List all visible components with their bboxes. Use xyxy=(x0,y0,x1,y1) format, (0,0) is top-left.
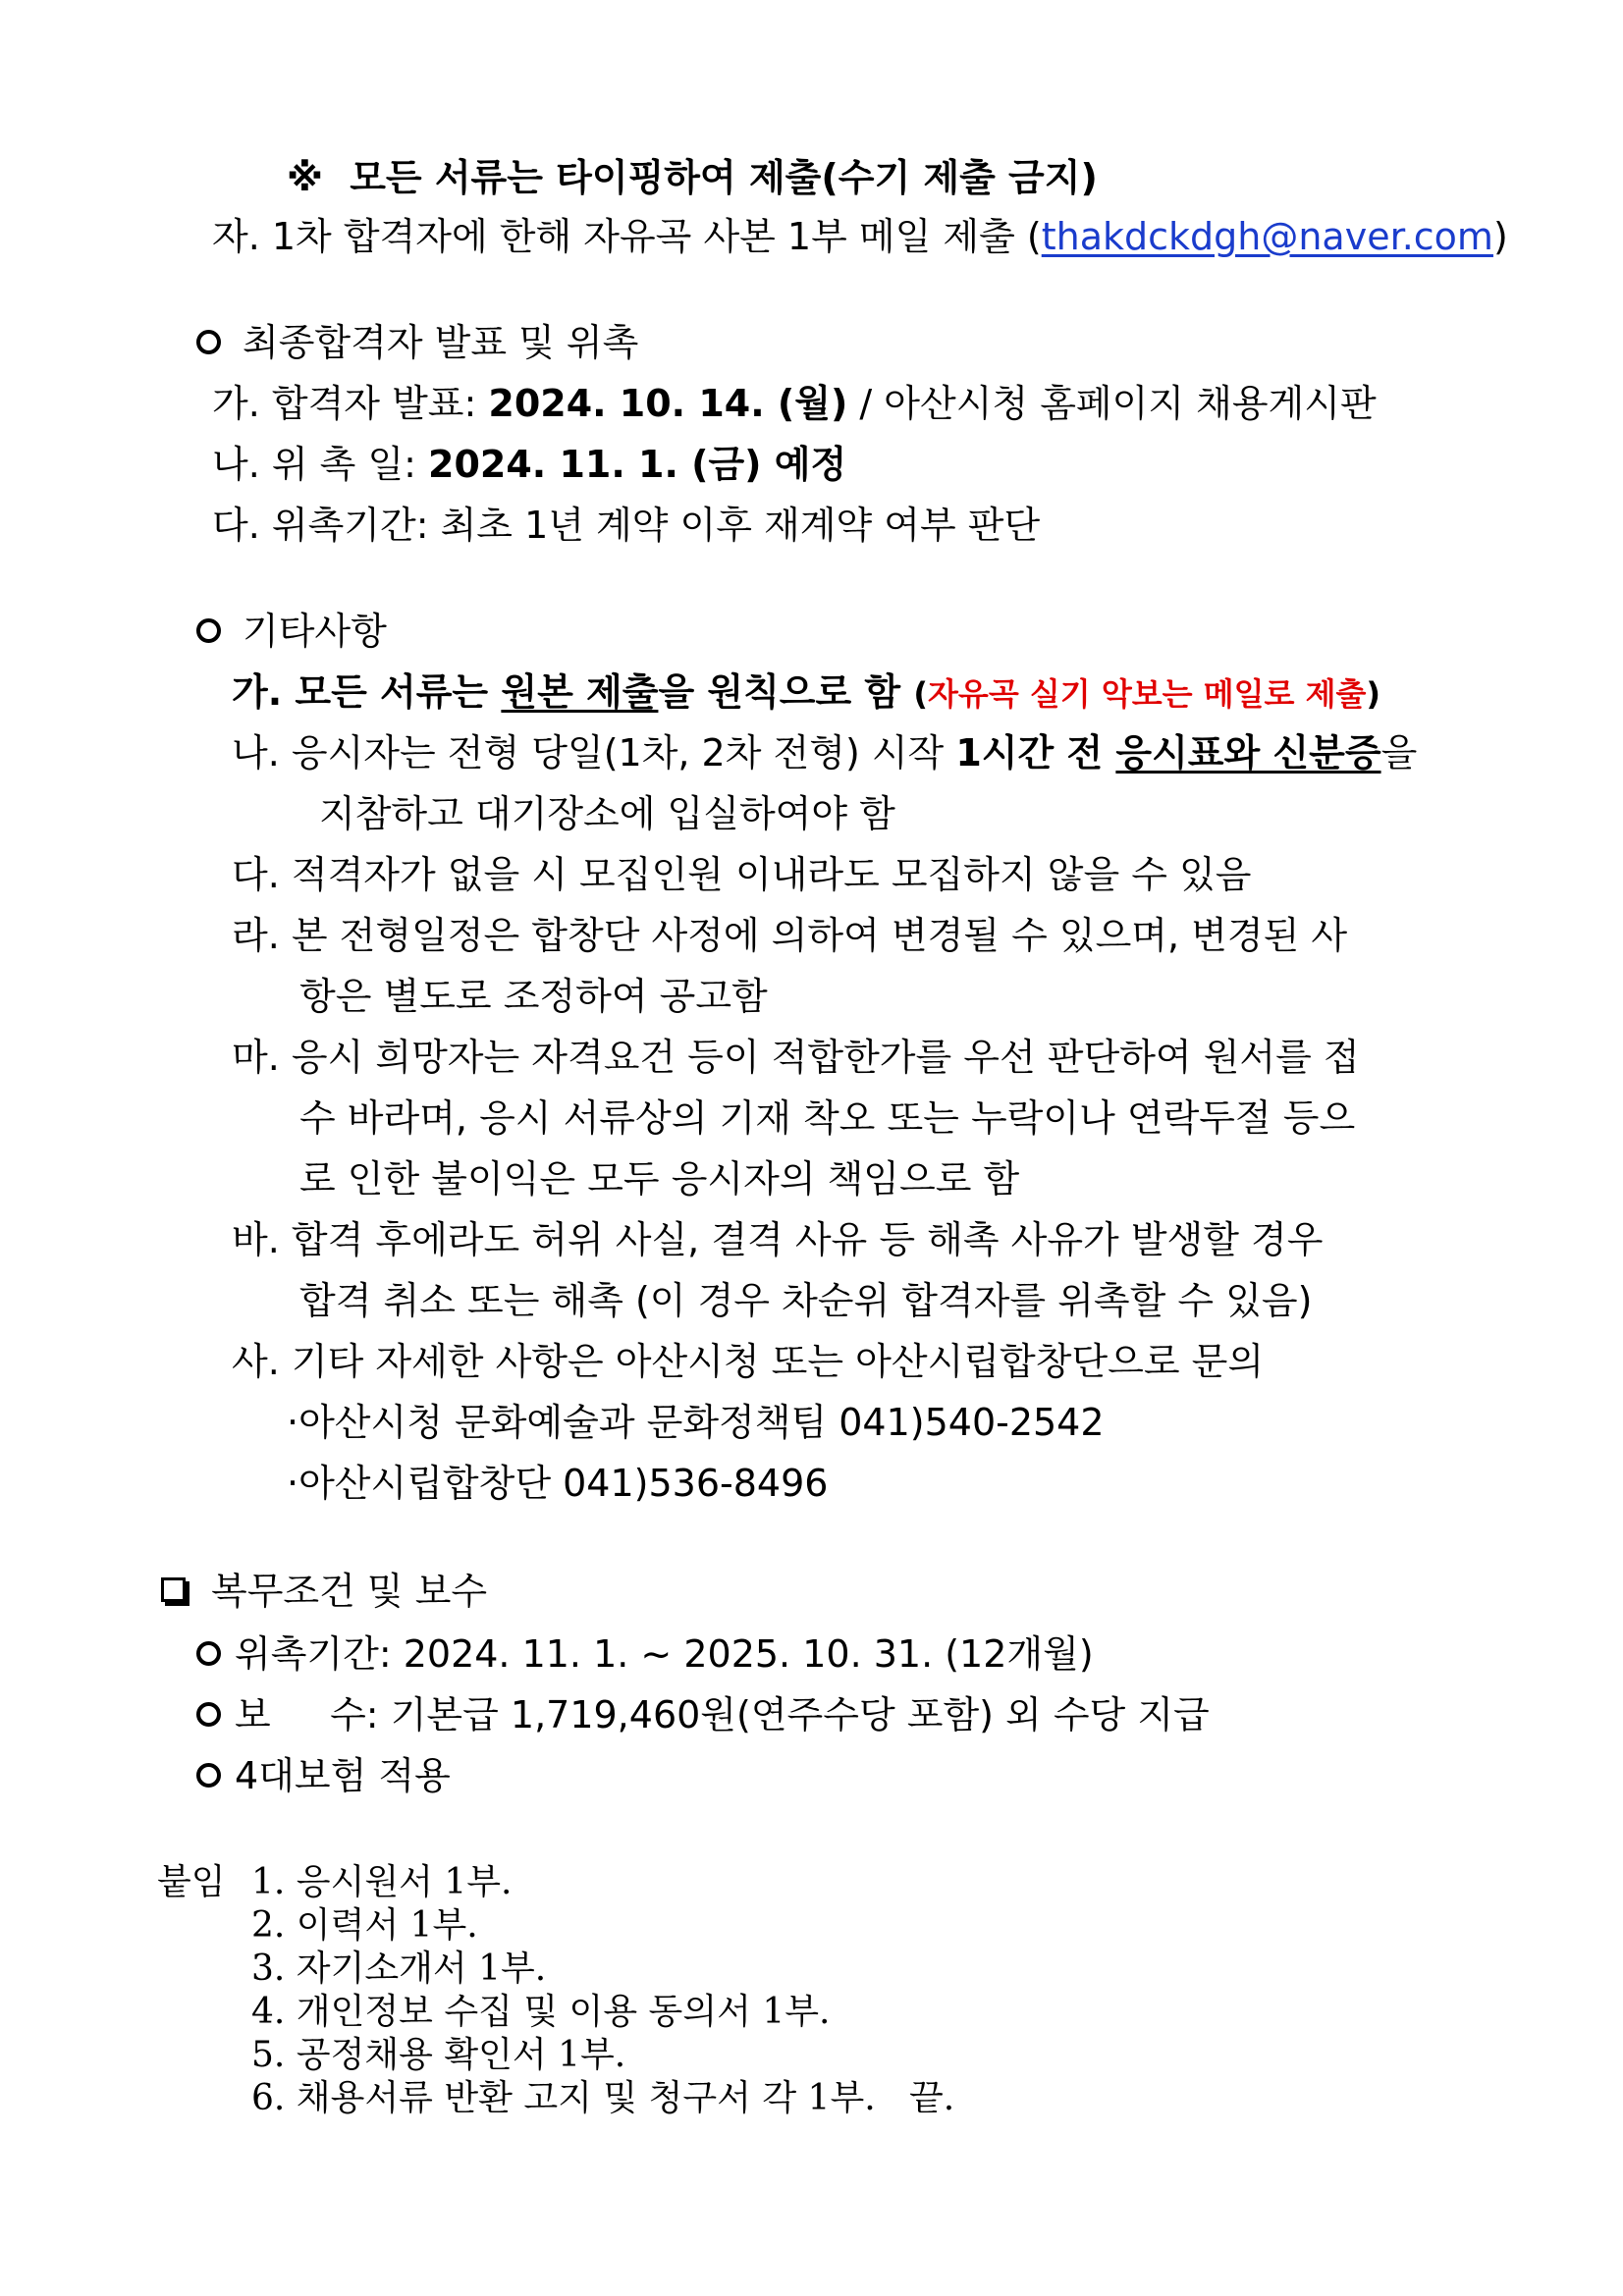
etc-ga-paren-open: ( xyxy=(913,675,928,713)
final-item-ga xyxy=(212,379,1377,428)
contact-city-hall: ·아산시청 문화예술과 문화정책팀 041)540-2542 xyxy=(287,1401,1105,1444)
circle-bullet-icon xyxy=(196,1641,221,1666)
final-na-label: 나. 위 촉 일: xyxy=(212,443,429,486)
etc-ga-red-note: 자유곡 실기 악보는 메일로 제출 xyxy=(928,675,1367,713)
etc-item-ga xyxy=(232,667,1380,719)
attachment-item: 5. 공정채용 확인서 1부. xyxy=(251,2035,626,2075)
etc-ba-line2: 합격 취소 또는 해촉 (이 경우 차순위 합격자를 위촉할 수 있음) xyxy=(299,1279,1313,1322)
etc-na-b: 1시간 전 xyxy=(955,731,1116,774)
contact-choir: ·아산시립합창단 041)536-8496 xyxy=(287,1462,829,1505)
etc-ma-line3: 로 인한 불이익은 모두 응시자의 책임으로 함 xyxy=(299,1157,1020,1201)
etc-na-a: 나. 응시자는 전형 당일(1차, 2차 전형) 시작 xyxy=(232,731,956,774)
etc-ga-b: 을 원칙으로 함 xyxy=(658,670,914,714)
final-item-da: 다. 위촉기간: 최초 1년 계약 이후 재계약 여부 판단 xyxy=(212,504,1041,547)
etc-item-na xyxy=(232,728,1417,777)
circle-bullet-icon xyxy=(196,618,221,643)
etc-na-line2: 지참하고 대기장소에 입실하여야 함 xyxy=(319,792,895,835)
item-ja-text: 자. 1차 합격자에 한해 자유곡 사본 1부 메일 제출 ( xyxy=(212,215,1042,258)
item-ja xyxy=(212,212,1508,261)
etc-ma-line2: 수 바라며, 응시 서류상의 기재 착오 또는 누락이나 연락두절 등으 xyxy=(299,1096,1356,1140)
item-ja-suffix: ) xyxy=(1492,215,1508,258)
appoint-date: 2024. 11. 1. (금) 예정 xyxy=(428,443,847,486)
final-item-na xyxy=(212,440,846,489)
etc-na-underline: 응시표와 신분증 xyxy=(1115,731,1381,774)
service-pay-text: 보 수: 기본급 1,719,460원(연주수당 포함) 외 수당 지급 xyxy=(235,1693,1210,1736)
etc-item-ra: 라. 본 전형일정은 합창단 사정에 의하여 변경될 수 있으며, 변경된 사 xyxy=(232,914,1348,957)
etc-heading xyxy=(196,607,387,656)
etc-ga-paren-close: ) xyxy=(1366,675,1381,713)
attachment-item: 1. 응시원서 1부. xyxy=(251,1862,513,1902)
service-period xyxy=(196,1629,1094,1679)
etc-na-c: 을 xyxy=(1380,731,1418,774)
square-bullet-icon xyxy=(161,1577,186,1602)
etc-heading-text: 기타사항 xyxy=(243,610,387,653)
service-heading xyxy=(161,1567,487,1616)
notice-text: 모든 서류는 타이핑하여 제출(수기 제출 금지) xyxy=(350,156,1098,199)
attachment-item: 6. 채용서류 반환 고지 및 청구서 각 1부. 끝. xyxy=(251,2078,955,2118)
service-insurance xyxy=(196,1751,451,1800)
final-ga-rest: / 아산시청 홈페이지 채용게시판 xyxy=(847,382,1377,425)
attachments-label: 붙임 xyxy=(157,1862,226,1902)
service-period-text: 위촉기간: 2024. 11. 1. ~ 2025. 10. 31. (12개월) xyxy=(235,1632,1094,1676)
notice-mark: ※ xyxy=(287,156,323,199)
final-heading-text: 최종합격자 발표 및 위촉 xyxy=(243,321,639,364)
final-heading xyxy=(196,318,638,367)
email-link[interactable]: thakdckdgh@naver.com xyxy=(1041,215,1493,258)
attachment-item: 4. 개인정보 수집 및 이용 동의서 1부. xyxy=(251,1992,831,2032)
final-ga-label: 가. 합격자 발표: xyxy=(212,382,489,425)
announce-date: 2024. 10. 14. (월) xyxy=(488,382,848,425)
etc-item-ma: 마. 응시 희망자는 자격요건 등이 적합한가를 우선 판단하여 원서를 접 xyxy=(232,1036,1360,1079)
service-pay xyxy=(196,1690,1210,1739)
etc-ga-a: 가. 모든 서류는 xyxy=(232,670,502,714)
service-heading-text: 복무조건 및 보수 xyxy=(211,1570,488,1613)
etc-item-ba: 바. 합격 후에라도 허위 사실, 결격 사유 등 해촉 사유가 발생할 경우 xyxy=(232,1218,1324,1261)
etc-ga-underline: 원본 제출 xyxy=(501,670,659,714)
circle-bullet-icon xyxy=(196,1763,221,1788)
attachment-item: 3. 자기소개서 1부. xyxy=(251,1949,547,1989)
etc-item-sa: 사. 기타 자세한 사항은 아산시청 또는 아산시립합창단으로 문의 xyxy=(232,1340,1265,1383)
circle-bullet-icon xyxy=(196,330,221,354)
etc-item-da: 다. 적격자가 없을 시 모집인원 이내라도 모집하지 않을 수 있음 xyxy=(232,853,1252,896)
circle-bullet-icon xyxy=(196,1702,221,1727)
service-insurance-text: 4대보험 적용 xyxy=(235,1754,451,1797)
notice-line xyxy=(287,153,1098,202)
attachment-item: 2. 이력서 1부. xyxy=(251,1905,478,1946)
etc-ra-line2: 항은 별도로 조정하여 공고함 xyxy=(299,975,768,1018)
